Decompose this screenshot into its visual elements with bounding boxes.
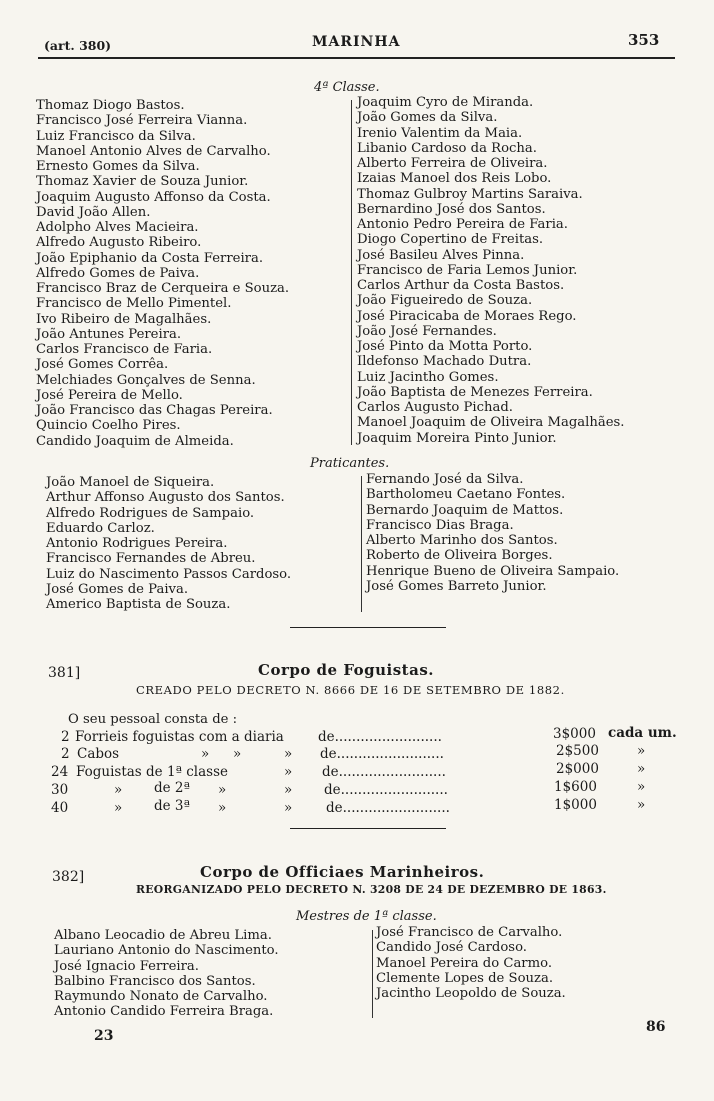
list-item: João Baptista de Menezes Ferreira. — [357, 384, 593, 400]
list-item: José Pereira de Mello. — [36, 387, 183, 403]
list-item: João Figueiredo de Souza. — [357, 293, 533, 309]
list-item: Ernesto Gomes da Silva. — [36, 159, 200, 174]
list-item: Henrique Bueno de Oliveira Sampaio. — [366, 563, 620, 579]
list-item: Candido José Cardoso. — [376, 940, 527, 956]
section382-heading: Mestres de 1ª classe. — [296, 909, 437, 924]
row-desc: de 2ª — [154, 780, 190, 796]
row-ditto: » — [114, 782, 123, 798]
header-title: MARINHA — [312, 34, 401, 50]
list-item: Ildefonso Machado Dutra. — [357, 354, 532, 370]
praticantes-heading: Praticantes. — [310, 456, 390, 471]
section382-subtitle: REORGANIZADO PELO DECRETO N. 3208 DE 24 DE DEZEMBRO DE 1863. — [136, 883, 607, 896]
list-item: Libanio Cardoso da Rocha. — [357, 140, 537, 156]
list-item: Thomaz Xavier de Souza Junior. — [36, 174, 249, 190]
list-item: Alfredo Gomes de Paiva. — [36, 265, 200, 281]
row-unit: cada um. — [608, 725, 677, 741]
list-item: Luiz Jacintho Gomes. — [357, 369, 499, 385]
list-item: Clemente Lopes de Souza. — [376, 970, 554, 986]
list-item: Luiz Francisco da Silva. — [36, 128, 196, 144]
row-de: de......................... — [326, 800, 450, 816]
row-qty: 24 — [51, 764, 69, 780]
list-item: Jacintho Leopoldo de Souza. — [376, 986, 566, 1001]
list-item: Balbino Francisco dos Santos. — [54, 973, 256, 989]
section-separator-1 — [290, 627, 446, 628]
list-item: Diogo Copertino de Freitas. — [357, 232, 544, 248]
list-item: José Francisco de Carvalho. — [376, 925, 563, 940]
list-item: João José Fernandes. — [357, 323, 497, 339]
row-unit: » — [637, 761, 646, 777]
list-item: Manoel Joaquim de Oliveira Magalhães. — [357, 415, 625, 431]
header-rule — [38, 57, 675, 59]
list-item: Carlos Francisco de Faria. — [36, 342, 213, 357]
row-de: de......................... — [318, 729, 442, 745]
row-amount: 1$600 — [554, 779, 597, 795]
list-item: José Gomes Barreto Junior. — [366, 578, 547, 594]
list-item: José Basileu Alves Pinna. — [357, 247, 525, 263]
list-item: Antonio Rodrigues Pereira. — [46, 536, 228, 551]
row-unit: » — [637, 779, 646, 795]
row-ditto: » — [284, 782, 293, 798]
classe4-heading: 4ª Classe. — [314, 80, 380, 95]
row-qty: 2 — [61, 729, 70, 745]
row-amount: 3$000 — [553, 726, 596, 742]
row-unit: » — [637, 743, 646, 759]
list-item: Joaquim Cyro de Miranda. — [357, 95, 534, 110]
list-item: Bernardino José dos Santos. — [357, 201, 546, 217]
section382-left-column — [54, 928, 279, 1020]
list-item: João Gomes da Silva. — [357, 110, 498, 126]
section381-number: 381] — [48, 665, 81, 681]
section382-number: 382] — [52, 869, 85, 885]
row-de: de......................... — [320, 746, 444, 762]
header-article-ref: (art. 380) — [44, 38, 112, 53]
list-item: Francisco de Mello Pimentel. — [36, 296, 232, 312]
section381-title: Corpo de Foguistas. — [258, 661, 435, 679]
praticantes-column-divider — [361, 476, 362, 612]
classe4-column-divider — [351, 100, 352, 445]
row-unit: » — [637, 797, 646, 813]
list-item: Americo Baptista de Souza. — [46, 597, 231, 612]
list-item: Carlos Augusto Pichad. — [357, 400, 513, 415]
row-qty: 30 — [51, 782, 69, 798]
list-item: Eduardo Carloz. — [46, 520, 155, 536]
list-item: Arthur Affonso Augusto dos Santos. — [46, 490, 285, 506]
list-item: José Gomes Corrêa. — [36, 357, 169, 373]
list-item: Alberto Ferreira de Oliveira. — [357, 156, 548, 171]
list-item: Manoel Antonio Alves de Carvalho. — [36, 143, 271, 159]
list-item: João Epiphanio da Costa Ferreira. — [36, 250, 264, 266]
row-ditto: » — [284, 800, 293, 816]
list-item: Carlos Arthur da Costa Bastos. — [357, 278, 565, 293]
list-item: Irenio Valentim da Maia. — [357, 125, 523, 141]
row-desc: de 3ª — [154, 798, 190, 814]
header-page-number: 353 — [628, 31, 660, 49]
list-item: David João Allen. — [36, 204, 151, 220]
list-item: Lauriano Antonio do Nascimento. — [54, 943, 279, 959]
list-item: Raymundo Nonato de Carvalho. — [54, 989, 268, 1004]
list-item: Joaquim Augusto Affonso da Costa. — [36, 189, 271, 205]
section381-subtitle: CREADO PELO DECRETO N. 8666 DE 16 DE SETEMBRO DE 1882. — [136, 683, 565, 697]
list-item: Thomaz Diogo Bastos. — [36, 98, 185, 113]
list-item: José Pinto da Motta Porto. — [357, 339, 533, 354]
footer-sheet-number: 86 — [646, 1019, 666, 1035]
list-item: Candido Joaquim de Almeida. — [36, 433, 234, 449]
section382-title: Corpo de Officiaes Marinheiros. — [200, 863, 485, 881]
row-ditto: » — [284, 764, 293, 780]
list-item: José Piracicaba de Moraes Rego. — [357, 308, 577, 324]
list-item: João Manoel de Siqueira. — [46, 475, 215, 490]
list-item: Fernando José da Silva. — [366, 472, 524, 487]
list-item: Francisco Braz de Cerqueira e Souza. — [36, 281, 290, 296]
list-item: Antonio Pedro Pereira de Faria. — [357, 217, 568, 232]
section381-intro: O seu pessoal consta de : — [68, 712, 238, 727]
list-item: José Ignacio Ferreira. — [54, 958, 199, 974]
list-item: Francisco de Faria Lemos Junior. — [357, 262, 578, 278]
classe4-left-column — [36, 98, 289, 449]
row-qty: 2 — [61, 746, 70, 762]
list-item: Bartholomeu Caetano Fontes. — [366, 487, 566, 503]
classe4-right-column — [357, 95, 624, 446]
list-item: Luiz do Nascimento Passos Cardoso. — [46, 566, 292, 582]
list-item: Thomaz Gulbroy Martins Saraiva. — [357, 186, 583, 202]
row-ditto: » — [218, 800, 227, 816]
list-item: Izaias Manoel dos Reis Lobo. — [357, 171, 552, 187]
list-item: Alberto Marinho dos Santos. — [366, 533, 558, 548]
footer-signature-number: 23 — [94, 1028, 114, 1044]
row-desc: Forrieis foguistas com a diaria — [75, 729, 284, 745]
list-item: Ivo Ribeiro de Magalhães. — [36, 311, 212, 327]
list-item: Quincio Coelho Pires. — [36, 418, 181, 434]
list-item: Alfredo Augusto Ribeiro. — [36, 235, 202, 251]
row-ditto: » — [201, 746, 210, 762]
list-item: Alfredo Rodrigues de Sampaio. — [46, 505, 255, 521]
list-item: João Antunes Pereira. — [36, 326, 182, 342]
list-item: Francisco Dias Braga. — [366, 517, 514, 533]
row-desc: Cabos — [77, 746, 120, 762]
list-item: José Gomes de Paiva. — [46, 581, 189, 597]
row-ditto: » — [114, 800, 123, 816]
row-ditto: » — [284, 746, 293, 762]
row-amount: 2$000 — [556, 761, 599, 777]
row-de: de......................... — [322, 764, 446, 780]
praticantes-left-column — [46, 475, 291, 612]
row-ditto: » — [218, 782, 227, 798]
list-item: Manoel Pereira do Carmo. — [376, 955, 553, 971]
praticantes-right-column — [366, 472, 619, 594]
list-item: Melchiades Gonçalves de Senna. — [36, 372, 256, 388]
section382-column-divider — [372, 930, 373, 1018]
row-de: de......................... — [324, 782, 448, 798]
row-ditto: » — [233, 746, 242, 762]
list-item: Bernardo Joaquim de Mattos. — [366, 502, 564, 518]
list-item: João Francisco das Chagas Pereira. — [36, 403, 273, 418]
row-amount: 2$500 — [556, 743, 599, 759]
list-item: Joaquim Moreira Pinto Junior. — [357, 430, 557, 446]
list-item: Francisco José Ferreira Vianna. — [36, 113, 248, 129]
row-amount: 1$000 — [554, 797, 597, 813]
row-qty: 40 — [51, 800, 69, 816]
list-item: Francisco Fernandes de Abreu. — [46, 551, 256, 567]
section382-right-column — [376, 925, 566, 1001]
list-item: Roberto de Oliveira Borges. — [366, 548, 553, 564]
row-desc: Foguistas de 1ª classe — [76, 764, 229, 780]
section-separator-2 — [290, 828, 446, 829]
list-item: Adolpho Alves Macieira. — [36, 220, 199, 235]
list-item: Albano Leocadio de Abreu Lima. — [54, 928, 272, 943]
list-item: Antonio Candido Ferreira Braga. — [54, 1004, 274, 1020]
